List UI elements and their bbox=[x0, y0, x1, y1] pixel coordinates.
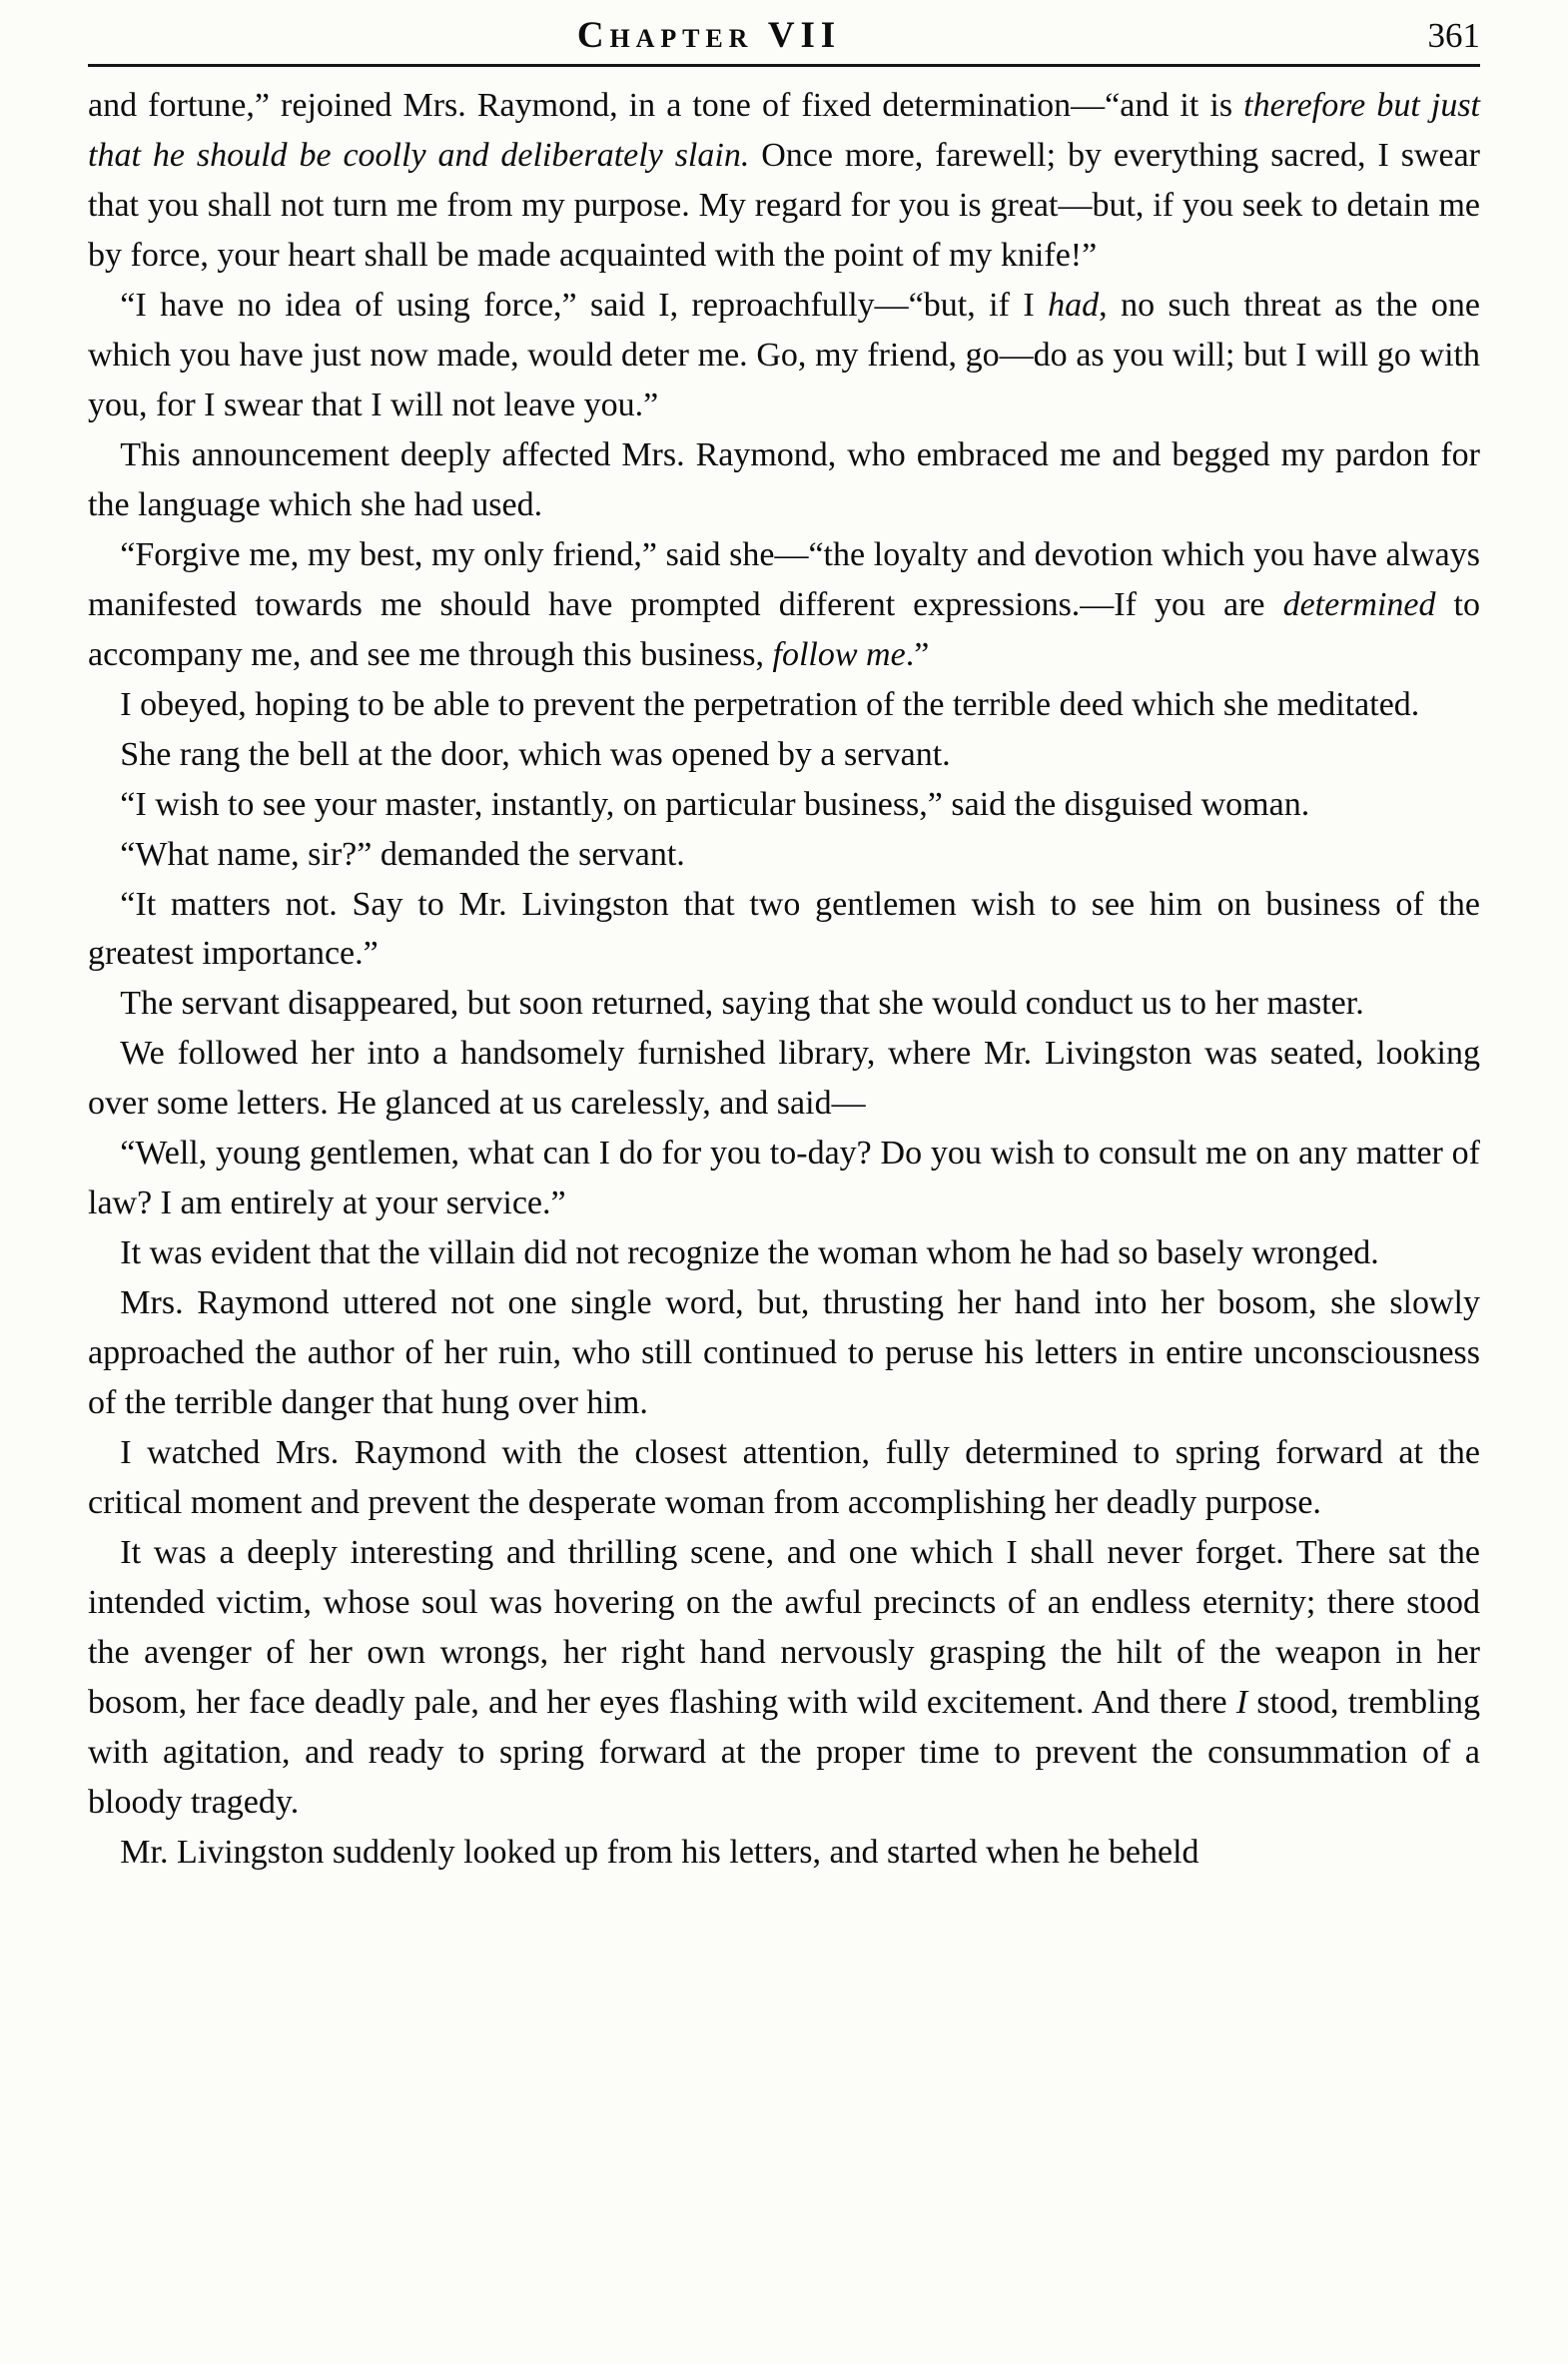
text-run: “I have no idea of using force,” said I, reproachfully—“but, if I bbox=[120, 286, 1049, 324]
header-rule bbox=[88, 64, 1480, 67]
text-run: and fortune,” rejoined Mrs. Raymond, in a tone of fixed determination—“and it is bbox=[88, 87, 1244, 124]
text-run: “I wish to see your master, instantly, on particular business,” said the disguised woman. bbox=[120, 785, 1310, 823]
text-run: This announcement deeply affected Mrs. Raymond, who embraced me and begged my pardon for the language which she had used. bbox=[88, 435, 1480, 523]
text-run: I obeyed, hoping to be able to prevent the perpetration of the terrible deed which she meditated. bbox=[120, 685, 1420, 723]
text-run: Mrs. Raymond uttered not one single word, but, thrusting her hand into her bosom, she slowly approached the author of her ruin, who still continued to peruse his letters in entire unconsciousness of the terrible danger that hung over him. bbox=[88, 1284, 1480, 1422]
paragraph bbox=[88, 979, 1480, 1029]
text-run: “What name, sir?” demanded the servant. bbox=[120, 835, 685, 873]
text-run: Once more, farewell; by everything sacred, I swear that you shall not turn me from my purpose. My regard for you is great—but, if you seek to detain me by force, your heart shall be made acquainted with the point of my knife!” bbox=[88, 136, 1480, 274]
text-run: The servant disappeared, but soon returned, saying that she would conduct us to her master. bbox=[120, 985, 1364, 1023]
text-run: “Well, young gentlemen, what can I do for you to-day? Do you wish to consult me on any matter of law? I am entirely at your service.” bbox=[88, 1135, 1480, 1222]
paragraph bbox=[88, 281, 1480, 430]
paragraph bbox=[88, 1029, 1480, 1129]
text-run: We followed her into a handsomely furnished library, where Mr. Livingston was seated, looking over some letters. He glanced at us carelessly, and said— bbox=[88, 1035, 1480, 1123]
paragraph bbox=[88, 730, 1480, 780]
paragraph bbox=[88, 81, 1480, 281]
paragraph bbox=[88, 1428, 1480, 1528]
page-body bbox=[88, 81, 1480, 1878]
text-run: Mr. Livingston suddenly looked up from his letters, and started when he beheld bbox=[120, 1833, 1199, 1871]
paragraph bbox=[88, 780, 1480, 830]
paragraph bbox=[88, 1278, 1480, 1428]
text-run: , no such threat as the one which you have just now made, would deter me. Go, my friend, go—do as you will; but I will go with you, for I swear that I will not leave you.” bbox=[88, 286, 1481, 423]
text-run: She rang the bell at the door, which was opened by a servant. bbox=[120, 735, 951, 773]
text-run: It was a deeply interesting and thrilling scene, and one which I shall never forget. There sat the intended victim, whose soul was hovering on the awful precincts of an endless eternity; there stood the avenger of her own wrongs, her right hand nervously grasping the hilt of the weapon in her bosom, her face deadly pale, and her eyes flashing with wild excitement. And there bbox=[88, 1534, 1480, 1721]
text-run: “Forgive me, my best, my only friend,” said she—“the loyalty and devotion which you have always manifested towards me should have prompted different expressions.—If you are bbox=[88, 535, 1480, 623]
emphasized-text-run: therefore but just that he should be coolly and deliberately slain. bbox=[88, 87, 1480, 174]
emphasized-text-run: had bbox=[1048, 286, 1100, 324]
paragraph bbox=[88, 830, 1480, 880]
page-header bbox=[88, 10, 1480, 62]
text-run: .” bbox=[905, 635, 930, 673]
emphasized-text-run: determined bbox=[1282, 585, 1436, 623]
emphasized-text-run: follow me bbox=[772, 635, 906, 673]
text-run: It was evident that the villain did not recognize the woman whom he had so basely wronged. bbox=[120, 1234, 1379, 1272]
paragraph bbox=[88, 880, 1480, 980]
text-run: “It matters not. Say to Mr. Livingston that two gentlemen wish to see him on business of the greatest importance.” bbox=[88, 885, 1480, 973]
chapter-title: Chapter VII bbox=[576, 15, 842, 56]
text-run: stood, trembling with agitation, and ready to spring forward at the proper time to prevent the consummation of a bloody tragedy. bbox=[88, 1684, 1480, 1821]
text-run: I watched Mrs. Raymond with the closest attention, fully determined to spring forward at the critical moment and prevent the desperate woman from accomplishing her deadly purpose. bbox=[88, 1434, 1480, 1522]
paragraph bbox=[88, 680, 1480, 730]
page-number: 361 bbox=[1427, 16, 1480, 55]
paragraph bbox=[88, 430, 1480, 530]
paragraph bbox=[88, 530, 1480, 680]
paragraph bbox=[88, 1828, 1480, 1878]
paragraph bbox=[88, 1228, 1480, 1278]
paragraph bbox=[88, 1528, 1480, 1828]
emphasized-text-run: I bbox=[1235, 1684, 1248, 1721]
paragraph bbox=[88, 1129, 1480, 1228]
text-run: to accompany me, and see me through this business, bbox=[88, 585, 1480, 673]
